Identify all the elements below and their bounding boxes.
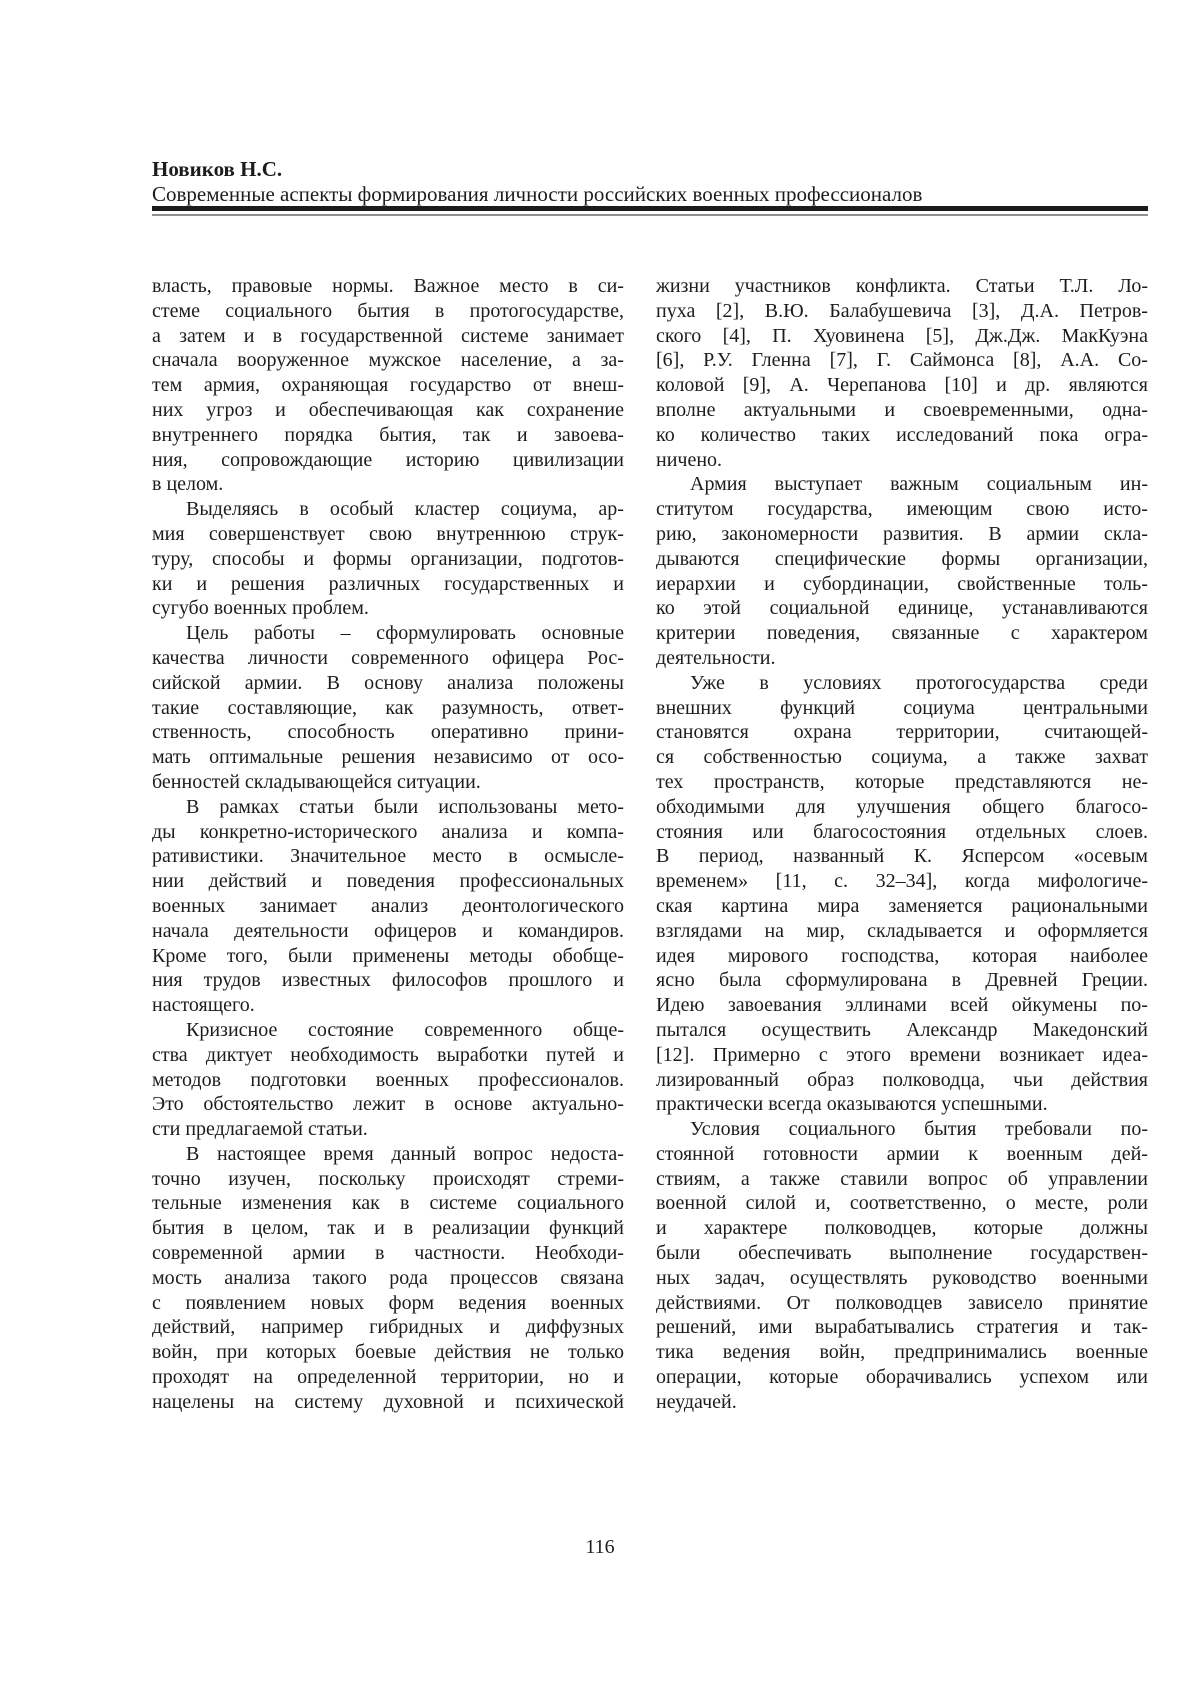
text-line: Выделяясь в особый кластер социума, ар- [186, 498, 624, 521]
text-line: временем» [11, с. 32–34], когда мифологиче- [656, 870, 1148, 893]
text-line: ская картина мира заменяется рациональными [656, 894, 1148, 917]
text-line: были обеспечивать выполнение государствен- [656, 1242, 1148, 1265]
text-line: действий, например гибридных и диффузных [152, 1316, 624, 1339]
text-line: сугубо военных проблем. [152, 597, 369, 620]
text-line: ничено. [656, 448, 723, 471]
text-line: ко этой социальной единице, устанавливаются [656, 597, 1148, 620]
text-line: нии действий и поведения профессиональных [152, 870, 624, 893]
text-line: точно изучен, поскольку происходят стреми- [152, 1167, 624, 1190]
text-line: сти предлагаемой статьи. [152, 1118, 368, 1141]
text-line: стояния или благосостояния отдельных слоев. [656, 820, 1148, 843]
text-line: власть, правовые нормы. Важное место в си- [152, 275, 624, 297]
article-title: Современные аспекты формирования личности российских военных профессионалов [152, 182, 923, 206]
text-line: [6], Р.У. Гленна [7], Г. Саймонса [8], А.А. Со- [656, 349, 1148, 372]
text-line: методов подготовки военных профессионалов. [152, 1068, 624, 1091]
header-rule-thick [152, 206, 1148, 211]
text-line: В рамках статьи были использованы мето- [186, 795, 624, 818]
author-name: Новиков Н.С. [152, 157, 283, 181]
text-line: стоянной готовности армии к военным дей- [656, 1142, 1148, 1165]
text-line: внешних функций социума центральными [656, 696, 1148, 719]
text-line: дываются специфические формы организации, [656, 547, 1148, 570]
text-line: ственность, способность оперативно прини- [152, 721, 624, 744]
text-line: взглядами на мир, складывается и оформляется [656, 919, 1148, 942]
text-line: ко количество таких исследований пока огра- [656, 423, 1148, 446]
text-line: практически всегда оказываются успешными. [656, 1093, 1048, 1116]
header-rule-thin [152, 214, 1148, 216]
text-line: тика ведения войн, предпринимались военные [656, 1341, 1148, 1364]
text-line: Кризисное состояние современного обще- [186, 1018, 624, 1041]
text-line: ся собственностью социума, а также захват [656, 746, 1148, 769]
text-line: ки и решения различных государственных и [152, 572, 624, 595]
text-line: лизированный образ полководца, чьи действия [656, 1068, 1148, 1091]
page-number: 116 [585, 1536, 615, 1558]
text-line: мать оптимальные решения независимо от осо- [152, 746, 624, 769]
text-line: рию, закономерности развития. В армии скла- [656, 522, 1148, 545]
text-line: в целом. [152, 473, 224, 496]
text-line: пуха [2], В.Ю. Балабушевича [3], Д.А. Петров- [656, 299, 1148, 322]
article-body [152, 274, 1148, 1415]
text-line: действиями. От полководцев зависело принятие [656, 1291, 1148, 1314]
text-line: проходят на определенной территории, но и [152, 1366, 624, 1389]
text-line: Условия социального бытия требовали по- [690, 1118, 1148, 1141]
text-line: современной армии в частности. Необходи- [152, 1242, 624, 1265]
text-line: ративистики. Значительное место в осмысле- [152, 845, 624, 868]
text-line: обходимыми для улучшения общего благосо- [656, 795, 1148, 818]
text-line: мость анализа такого рода процессов связана [152, 1266, 624, 1289]
text-line: Кроме того, были применены методы обобще- [152, 944, 624, 967]
text-line: качества личности современного офицера Рос- [152, 646, 624, 669]
text-line: нацелены на систему духовной и психической [152, 1390, 624, 1413]
text-line: внутреннего порядка бытия, так и завоева- [152, 423, 624, 446]
text-line: коловой [9], А. Черепанова [10] и др. являются [656, 374, 1148, 397]
text-line: них угроз и обеспечивающая как сохранение [152, 398, 624, 421]
text-line: деятельности. [656, 646, 776, 669]
text-line: [12]. Примерно с этого времени возникает идеа- [656, 1043, 1148, 1066]
text-line: тем армия, охраняющая государство от внеш- [152, 374, 624, 397]
text-line: В период, названный К. Ясперсом «осевым [656, 845, 1148, 868]
text-line: Уже в условиях протогосударства среди [690, 671, 1148, 694]
text-line: пытался осуществить Александр Македонский [656, 1018, 1148, 1041]
text-line: критерии поведения, связанные с характером [656, 622, 1148, 645]
text-line: становятся охрана территории, считающей- [656, 721, 1148, 744]
text-line: с появлением новых форм ведения военных [152, 1291, 624, 1314]
text-line: войн, при которых боевые действия не только [152, 1341, 624, 1364]
text-line: Идею завоевания эллинами всей ойкумены по- [656, 994, 1148, 1017]
text-line: В настоящее время данный вопрос недоста- [186, 1142, 624, 1165]
text-line: тельные изменения как в системе социального [152, 1192, 624, 1215]
text-column-right [656, 274, 1148, 1415]
text-line: вполне актуальными и своевременными, одна- [656, 398, 1148, 421]
text-line: идея мирового господства, которая наиболее [656, 944, 1148, 967]
text-line: Это обстоятельство лежит в основе актуально- [152, 1093, 624, 1116]
text-line: мия совершенствует свою внутреннюю струк- [152, 522, 624, 545]
text-line: а затем и в государственной системе занимает [152, 324, 624, 347]
text-line: ясно была сформулирована в Древней Греции. [656, 969, 1148, 992]
text-line: сначала вооруженное мужское население, а за- [152, 349, 624, 372]
text-line: решений, ими вырабатывались стратегия и так- [656, 1316, 1148, 1339]
text-line: начала деятельности офицеров и командиров. [152, 919, 624, 942]
text-line: ды конкретно-исторического анализа и компа- [152, 820, 624, 843]
text-line: ния, сопровождающие историю цивилизации [152, 448, 624, 471]
text-line: Цель работы – сформулировать основные [186, 622, 624, 645]
text-line: туру, способы и формы организации, подготов- [152, 547, 624, 570]
text-line: ных задач, осуществлять руководство военными [656, 1266, 1148, 1289]
text-line: жизни участников конфликта. Статьи Т.Л. Ло- [656, 275, 1148, 297]
text-line: ского [4], П. Хуовинена [5], Дж.Дж. МакКуэна [656, 324, 1148, 347]
text-line: Армия выступает важным социальным ин- [690, 473, 1148, 496]
text-line: ститутом государства, имеющим свою исто- [656, 498, 1148, 521]
text-line: неудачей. [656, 1390, 737, 1413]
text-line: операции, которые оборачивались успехом или [656, 1366, 1148, 1389]
text-line: ствиям, а также ставили вопрос об управлении [656, 1167, 1148, 1190]
text-line: ства диктует необходимость выработки путей и [152, 1043, 624, 1066]
text-line: такие составляющие, как разумность, ответ- [152, 696, 624, 719]
text-line: военной силой и, соответственно, о месте, роли [656, 1192, 1148, 1215]
text-column-left [152, 274, 624, 1415]
text-line: сийской армии. В основу анализа положены [152, 671, 624, 694]
text-line: военных занимает анализ деонтологического [152, 894, 624, 917]
text-line: бытия в целом, так и в реализации функций [152, 1217, 624, 1240]
text-line: ния трудов известных философов прошлого и [152, 969, 624, 992]
text-line: тех пространств, которые представляются не- [656, 770, 1148, 793]
text-line: бенностей складывающейся ситуации. [152, 770, 481, 793]
text-line: настоящего. [152, 994, 255, 1017]
text-line: и характере полководцев, которые должны [656, 1217, 1148, 1240]
text-line: стеме социального бытия в протогосударстве, [152, 299, 624, 322]
text-line: иерархии и субординации, свойственные толь- [656, 572, 1148, 595]
